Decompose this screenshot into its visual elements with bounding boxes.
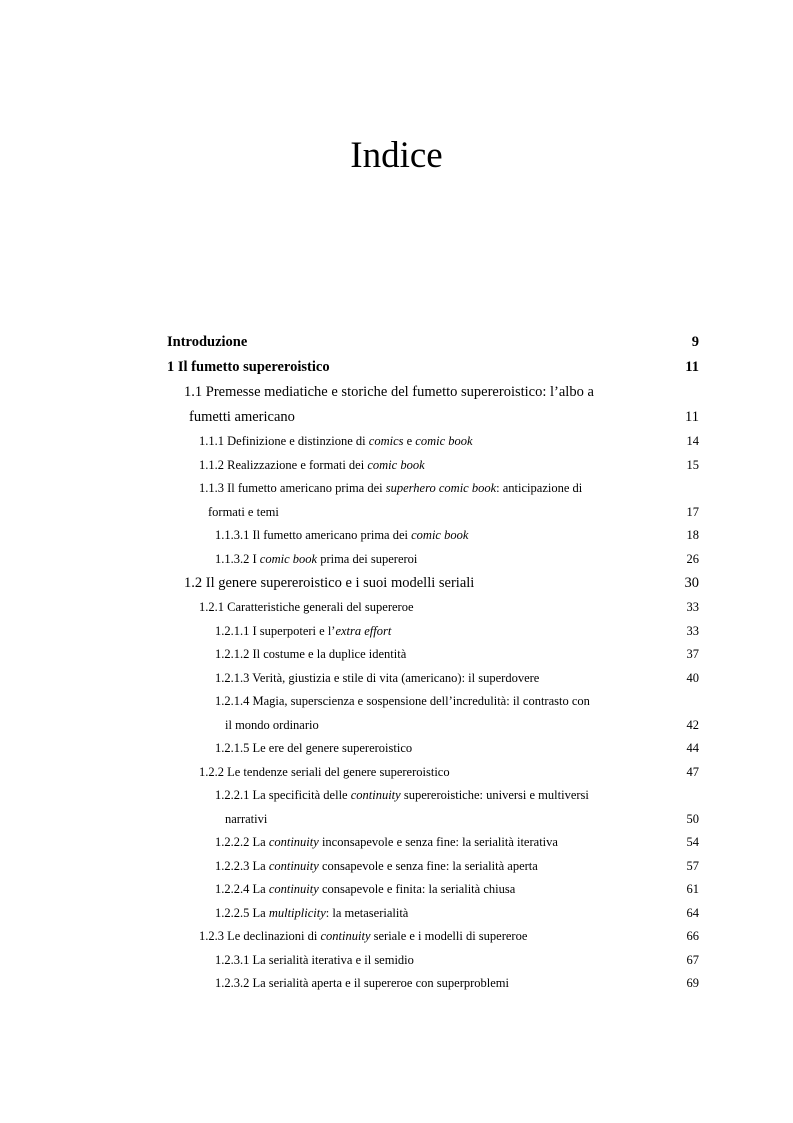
toc-entry[interactable]: [167, 761, 699, 785]
toc-entry[interactable]: [167, 501, 699, 525]
table-of-contents: [167, 330, 699, 996]
toc-entry[interactable]: [167, 714, 699, 738]
toc-entry[interactable]: [167, 667, 699, 691]
toc-entry-page: 26: [686, 551, 699, 566]
toc-entry[interactable]: [167, 878, 699, 902]
toc-entry-title: 1.1.2 Realizzazione e formati dei comic book: [199, 457, 425, 472]
toc-entry-page: 64: [686, 905, 699, 920]
toc-entry-title: 1.2.3 Le declinazioni di continuity seriale e i modelli di supereroe: [199, 929, 528, 943]
toc-entry-title: fumetti americano: [189, 409, 295, 425]
toc-entry-title: 1.2.1.5 Le ere del genere supereroistico: [215, 741, 413, 755]
toc-entry-page: 33: [686, 623, 699, 638]
toc-entry-title: 1.2.2 Le tendenze seriali del genere supereroistico: [199, 764, 450, 779]
toc-entry-title: 1.2.2.2 La continuity inconsapevole e senza fine: la serialità iterativa: [215, 835, 558, 849]
toc-entry-page: 11: [685, 359, 699, 375]
toc-entry-page: 61: [686, 882, 699, 896]
toc-entry-title: 1.1 Premesse mediatiche e storiche del fumetto supereroistico: l’albo a: [184, 384, 594, 400]
toc-entry[interactable]: [167, 831, 699, 855]
toc-entry[interactable]: [167, 330, 699, 355]
toc-entry-page: 14: [686, 434, 699, 448]
toc-entry[interactable]: [167, 949, 699, 973]
toc-entry-page: 15: [686, 457, 699, 472]
toc-entry[interactable]: [167, 784, 699, 808]
toc-entry-page: 37: [686, 647, 699, 661]
toc-entry-title: 1.1.3.2 I comic book prima dei supereroi: [215, 551, 418, 566]
toc-entry-title: narrativi: [225, 811, 268, 826]
toc-entry[interactable]: [167, 430, 699, 454]
toc-entry-title: 1.2.2.1 La specificità delle continuity supereroistiche: universi e multiversi: [215, 788, 589, 802]
toc-entry-page: 33: [686, 600, 699, 614]
toc-entry-page: 67: [686, 952, 699, 967]
toc-entry-page: 54: [686, 835, 699, 849]
toc-entry[interactable]: [167, 972, 699, 996]
toc-entry-page: 40: [686, 670, 699, 685]
toc-entry[interactable]: [167, 524, 699, 548]
toc-entry-title: 1.2.1 Caratteristiche generali del supereroe: [199, 600, 414, 614]
toc-entry-title: il mondo ordinario: [225, 717, 319, 732]
toc-entry-title: 1.2 Il genere supereroistico e i suoi modelli seriali: [184, 575, 475, 591]
toc-entry[interactable]: [167, 925, 699, 949]
toc-entry-page: 50: [686, 811, 699, 826]
toc-entry-title: 1.1.1 Definizione e distinzione di comics e comic book: [199, 434, 473, 448]
toc-entry[interactable]: [167, 477, 699, 501]
toc-entry-page: 42: [686, 717, 699, 732]
toc-entry-page: 30: [684, 575, 699, 591]
toc-entry[interactable]: [167, 643, 699, 667]
toc-entry[interactable]: [167, 596, 699, 620]
toc-entry-title: 1.2.1.4 Magia, superscienza e sospensione dell’incredulità: il contrasto con: [215, 694, 590, 708]
toc-entry-title: 1.2.1.1 I superpoteri e l’extra effort: [215, 623, 392, 638]
toc-entry[interactable]: [167, 620, 699, 644]
toc-entry-page: 11: [685, 409, 699, 425]
toc-entry[interactable]: [167, 690, 699, 714]
toc-entry-title: 1.2.1.3 Verità, giustizia e stile di vita (americano): il superdovere: [215, 670, 540, 685]
toc-entry-page: 17: [686, 504, 699, 519]
toc-entry-title: 1.2.1.2 Il costume e la duplice identità: [215, 647, 407, 661]
toc-entry-title: 1.2.2.4 La continuity consapevole e finita: la serialità chiusa: [215, 882, 516, 896]
toc-entry[interactable]: [167, 737, 699, 761]
toc-entry-page: 66: [686, 929, 699, 943]
toc-entry-title: 1.2.3.2 La serialità aperta e il supereroe con superproblemi: [215, 976, 509, 990]
toc-entry-title: 1.2.2.3 La continuity consapevole e senza fine: la serialità aperta: [215, 858, 538, 873]
toc-entry-title: 1.1.3.1 Il fumetto americano prima dei comic book: [215, 528, 469, 542]
toc-entry[interactable]: [167, 808, 699, 832]
toc-entry-page: 18: [686, 528, 699, 542]
toc-entry-page: 47: [686, 764, 699, 779]
toc-entry[interactable]: [167, 571, 699, 596]
toc-entry[interactable]: [167, 548, 699, 572]
toc-entry[interactable]: [167, 902, 699, 926]
toc-entry-title: Introduzione: [167, 334, 248, 350]
toc-entry-title: 1.2.2.5 La multiplicity: la metaserialità: [215, 905, 409, 920]
toc-entry-title: 1.2.3.1 La serialità iterativa e il semidio: [215, 952, 414, 967]
page-title: Indice: [350, 135, 443, 176]
toc-entry-page: 57: [686, 858, 699, 873]
toc-entry[interactable]: [167, 380, 699, 405]
toc-entry[interactable]: [167, 355, 699, 380]
toc-entry-title: 1.1.3 Il fumetto americano prima dei superhero comic book: anticipazione di: [199, 481, 583, 495]
toc-entry[interactable]: [167, 405, 699, 430]
toc-entry[interactable]: [167, 855, 699, 879]
toc-entry-page: 69: [686, 976, 699, 990]
toc-entry[interactable]: [167, 454, 699, 478]
toc-entry-page: 9: [691, 334, 699, 350]
toc-entry-title: 1 Il fumetto supereroistico: [167, 359, 330, 375]
toc-entry-title: formati e temi: [208, 504, 279, 519]
toc-entry-page: 44: [686, 741, 699, 755]
